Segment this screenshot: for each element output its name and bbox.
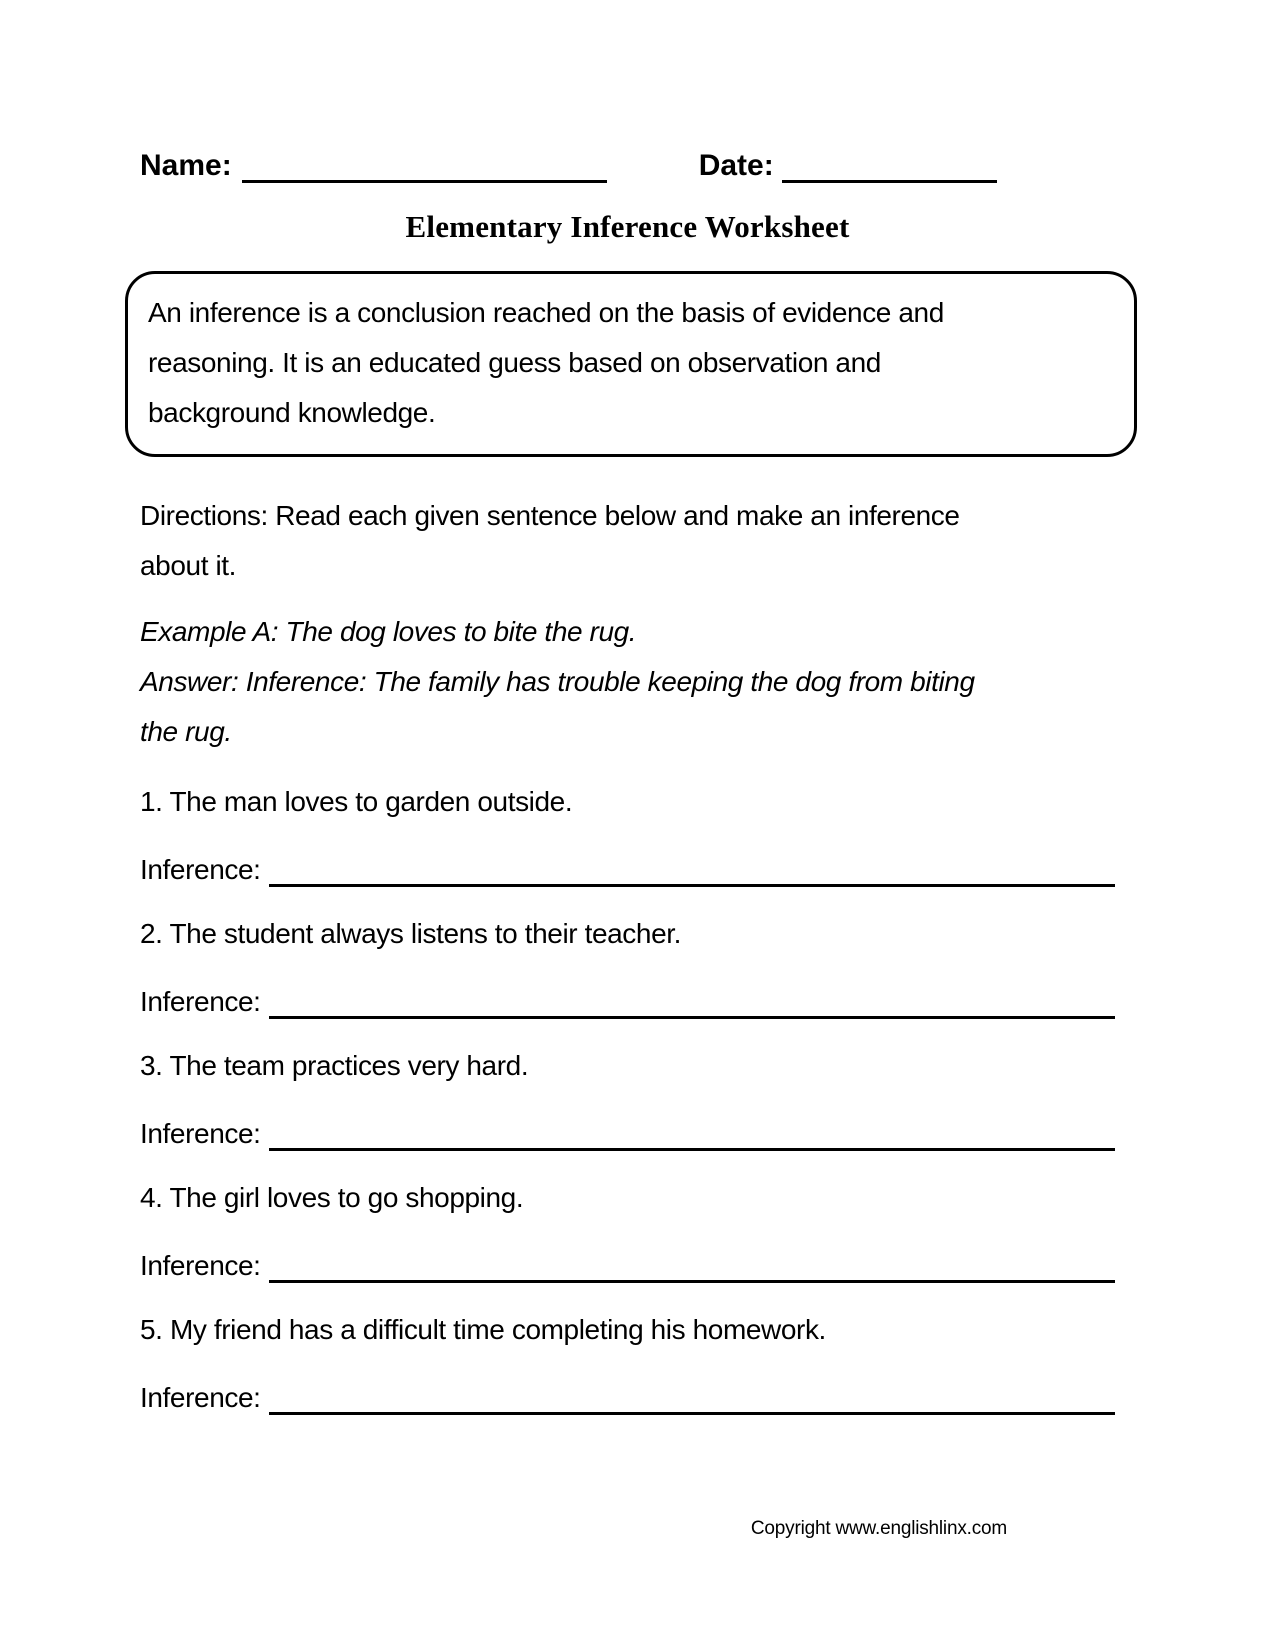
inference-blank-line-1	[269, 855, 1115, 887]
date-field	[699, 148, 997, 183]
question-block-1	[140, 785, 1115, 887]
inference-blank-line-4	[269, 1251, 1115, 1283]
question-text-4	[140, 1181, 1115, 1215]
inference-row-2	[140, 985, 1115, 1019]
question-block-4	[140, 1181, 1115, 1283]
question-block-3	[140, 1049, 1115, 1151]
inference-label-4: Inference:	[140, 1250, 261, 1281]
date-blank-line	[782, 149, 997, 183]
inference-row-4	[140, 1249, 1115, 1283]
definition-line-3: background knowledge.	[148, 397, 436, 428]
definition-box	[125, 271, 1137, 457]
definition-line-1: An inference is a conclusion reached on the basis of evidence and	[148, 297, 944, 328]
definition-line-2: reasoning. It is an educated guess based on observation and	[148, 347, 881, 378]
inference-blank-line-2	[269, 987, 1115, 1019]
question-number-5: 5.	[140, 1314, 163, 1345]
directions-line-1: Directions: Read each given sentence below and make an inference	[140, 500, 960, 531]
directions-line-2: about it.	[140, 550, 237, 581]
question-sentence-2: The student always listens to their teacher.	[169, 918, 682, 949]
question-text-2	[140, 917, 1115, 951]
inference-row-5	[140, 1381, 1115, 1415]
question-sentence-3: The team practices very hard.	[169, 1050, 529, 1081]
question-block-5	[140, 1313, 1115, 1415]
question-number-4: 4.	[140, 1182, 163, 1213]
example-sentence: Example A: The dog loves to bite the rug.	[140, 616, 637, 647]
date-label: Date:	[698, 149, 774, 182]
question-sentence-1: The man loves to garden outside.	[169, 786, 573, 817]
footer	[751, 1518, 1007, 1540]
name-field	[140, 148, 607, 183]
inference-label-3: Inference:	[140, 1118, 261, 1149]
inference-blank-line-3	[269, 1119, 1115, 1151]
inference-label-5: Inference:	[140, 1382, 261, 1413]
directions-text	[140, 491, 1115, 591]
inference-label-1: Inference:	[140, 854, 261, 885]
question-number-3: 3.	[140, 1050, 163, 1081]
inference-blank-line-5	[269, 1383, 1115, 1415]
question-sentence-5: My friend has a difficult time completing his homework.	[169, 1314, 826, 1345]
example-block	[140, 607, 1115, 757]
example-answer-line-2: the rug.	[140, 716, 232, 747]
inference-label-2: Inference:	[140, 986, 261, 1017]
name-label: Name:	[140, 149, 232, 182]
inference-row-1	[140, 853, 1115, 887]
question-text-3	[140, 1049, 1115, 1083]
question-number-1: 1.	[140, 786, 163, 817]
inference-row-3	[140, 1117, 1115, 1151]
example-answer-line-1: Answer: Inference: The family has trouble keeping the dog from biting	[140, 666, 975, 697]
question-block-2	[140, 917, 1115, 1019]
copyright-text: Copyright www.englishlinx.com	[750, 1518, 1007, 1539]
name-date-header	[140, 148, 1115, 183]
name-blank-line	[242, 149, 607, 183]
question-text-5	[140, 1313, 1115, 1347]
question-sentence-4: The girl loves to go shopping.	[169, 1182, 524, 1213]
question-number-2: 2.	[140, 918, 163, 949]
page-title: Elementary Inference Worksheet	[405, 209, 850, 244]
question-text-1	[140, 785, 1115, 819]
